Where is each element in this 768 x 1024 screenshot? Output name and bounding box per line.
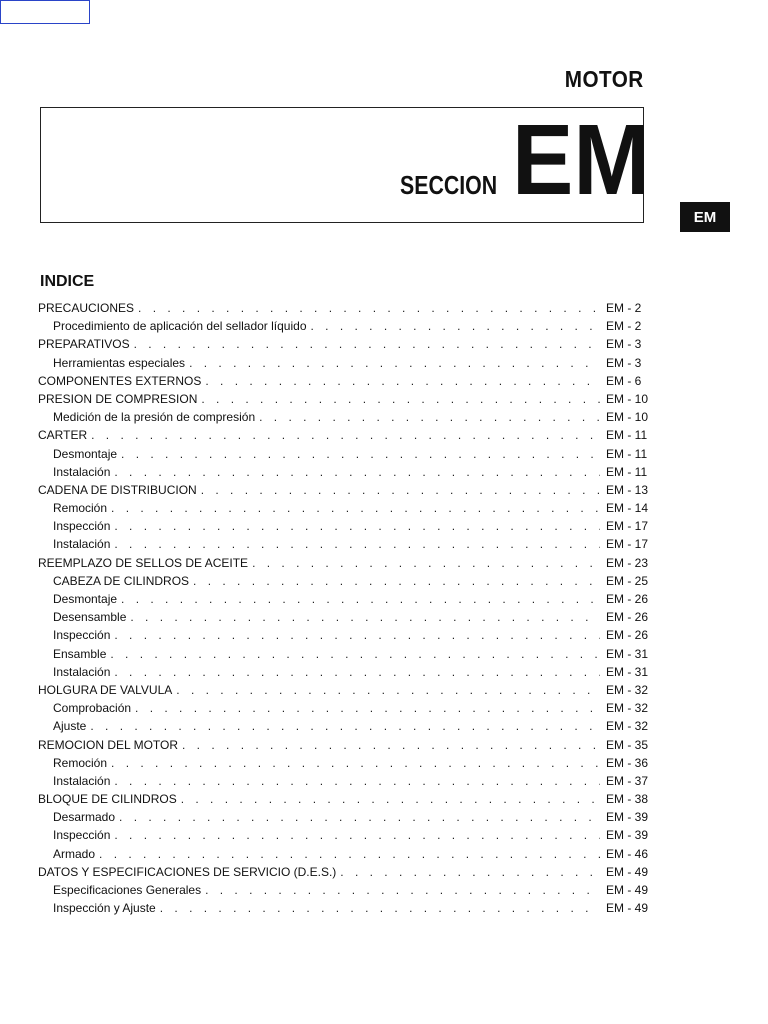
toc-entry-label: Especificaciones Generales — [53, 883, 202, 897]
toc-entry — [38, 774, 650, 792]
toc-entry — [38, 610, 650, 628]
toc-entry — [38, 392, 650, 410]
dot-leader — [114, 465, 600, 479]
toc-entry-page: EM - 11 — [606, 464, 648, 479]
dot-leader — [182, 738, 600, 752]
toc-entry — [38, 301, 650, 319]
toc-entry — [38, 701, 650, 719]
toc-entry-page: EM - 10 — [606, 391, 649, 406]
toc-entry-label: Ensamble — [53, 646, 107, 661]
toc-entry-label: Herramientas especiales — [53, 355, 186, 370]
toc-entry — [38, 828, 650, 846]
toc-entry-label: Instalación — [53, 464, 111, 479]
toc-entry — [38, 337, 650, 355]
toc-entry-label: COMPONENTES EXTERNOS — [38, 373, 202, 388]
chapter-title: MOTOR — [565, 66, 644, 92]
toc-entry-label: Desmontaje — [53, 446, 118, 461]
toc-entry-page: EM - 32 — [606, 701, 649, 716]
toc-entry — [38, 792, 650, 810]
toc-entry-label: DATOS Y ESPECIFICACIONES DE SERVICIO (D.E.S.) — [38, 864, 337, 879]
toc-entry — [38, 465, 650, 483]
toc-entry — [38, 647, 650, 665]
toc-entry-label: Remoción — [53, 755, 108, 770]
toc-entry-page: EM - 49 — [606, 883, 649, 897]
dot-leader — [119, 810, 600, 824]
toc-entry-label: Procedimiento de aplicación del sellador líquido — [53, 319, 307, 334]
toc-entry-page: EM - 26 — [606, 592, 649, 606]
toc-entry-page: EM - 37 — [606, 773, 649, 788]
dot-leader — [201, 483, 600, 497]
toc-entry — [38, 719, 650, 737]
dot-leader — [110, 647, 600, 661]
toc-entry-label: Comprobación — [53, 701, 132, 716]
toc-entry-page: EM - 2 — [606, 301, 642, 315]
toc-entry-page: EM - 25 — [606, 573, 649, 588]
toc-entry — [38, 428, 650, 446]
corner-frame — [0, 0, 90, 24]
toc-entry-page: EM - 32 — [606, 719, 649, 734]
dot-leader — [114, 774, 600, 788]
dot-leader — [205, 883, 600, 897]
toc-entry-label: PRESION DE COMPRESION — [38, 391, 198, 406]
dot-leader — [181, 792, 600, 806]
toc-entry-page: EM - 49 — [606, 864, 649, 879]
toc-entry-page: EM - 31 — [606, 646, 649, 661]
toc-entry — [38, 319, 650, 337]
toc-entry — [38, 556, 650, 574]
dot-leader — [311, 319, 601, 333]
dot-leader — [160, 901, 600, 915]
toc-entry-label: Desmontaje — [53, 592, 118, 606]
toc-entry-label: REMOCION DEL MOTOR — [38, 737, 179, 752]
toc-entry — [38, 447, 650, 465]
toc-entry-page: EM - 3 — [606, 355, 642, 370]
toc-entry-page: EM - 35 — [606, 737, 649, 752]
toc-entry — [38, 883, 650, 901]
dot-leader — [134, 337, 600, 351]
dot-leader — [114, 665, 600, 679]
toc-entry-label: Remoción — [53, 501, 108, 516]
toc-entry-page: EM - 10 — [606, 410, 649, 425]
toc-entry-page: EM - 3 — [606, 337, 642, 352]
dot-leader — [193, 574, 600, 588]
toc-entry — [38, 537, 650, 555]
dot-leader — [259, 410, 600, 424]
section-code: EM — [512, 104, 650, 216]
toc-entry — [38, 356, 650, 374]
toc-entry — [38, 756, 650, 774]
index-heading: INDICE — [40, 273, 95, 290]
dot-leader — [130, 610, 600, 624]
dot-leader — [111, 501, 600, 515]
toc-entry-page: EM - 11 — [606, 428, 648, 443]
toc-entry-page: EM - 17 — [606, 519, 649, 534]
toc-entry-page: EM - 39 — [606, 810, 649, 825]
dot-leader — [176, 683, 600, 697]
toc-entry-label: CARTER — [38, 428, 88, 443]
toc-entry-page: EM - 17 — [606, 537, 649, 552]
toc-entry — [38, 738, 650, 756]
toc-entry-page: EM - 23 — [606, 555, 649, 570]
toc-entry — [38, 810, 650, 828]
toc-entry — [38, 683, 650, 701]
toc-entry-label: REEMPLAZO DE SELLOS DE ACEITE — [38, 555, 249, 570]
toc-entry-page: EM - 26 — [606, 610, 649, 625]
toc-entry-page: EM - 14 — [606, 501, 649, 516]
toc-entry-label: Medición de la presión de compresión — [53, 410, 256, 425]
toc-entry-page: EM - 38 — [606, 792, 649, 807]
toc-entry-page: EM - 49 — [606, 901, 649, 916]
toc-entry-page: EM - 39 — [606, 828, 649, 843]
toc-entry-label: Instalación — [53, 537, 111, 552]
toc-entry-page: EM - 32 — [606, 682, 649, 697]
toc-entry-page: EM - 36 — [606, 755, 649, 770]
dot-leader — [91, 428, 600, 442]
toc-entry-label: PRECAUCIONES — [38, 301, 135, 315]
toc-entry — [38, 865, 650, 883]
dot-leader — [114, 628, 600, 642]
toc-entry — [38, 847, 650, 865]
toc-entry-page: EM - 2 — [606, 319, 642, 334]
dot-leader — [252, 556, 600, 570]
dot-leader — [135, 701, 600, 715]
toc-entry — [38, 501, 650, 519]
toc-entry-label: PREPARATIVOS — [38, 337, 130, 352]
toc-entry — [38, 628, 650, 646]
toc-entry — [38, 410, 650, 428]
toc-entry-label: Armado — [53, 846, 96, 861]
toc-entry-label: Inspección — [53, 519, 111, 534]
dot-leader — [205, 374, 600, 388]
dot-leader — [114, 537, 600, 551]
toc-entry-label: BLOQUE DE CILINDROS — [38, 792, 177, 807]
toc-entry — [38, 519, 650, 537]
toc-entry-label: CADENA DE DISTRIBUCION — [38, 482, 197, 497]
toc-entry — [38, 483, 650, 501]
dot-leader — [340, 865, 600, 879]
toc-entry-label: Inspección — [53, 828, 111, 843]
toc-entry — [38, 592, 650, 610]
dot-leader — [90, 719, 600, 733]
dot-leader — [114, 828, 600, 842]
dot-leader — [111, 756, 600, 770]
toc-entry-label: Inspección y Ajuste — [53, 901, 156, 916]
toc-entry-label: Desarmado — [53, 810, 116, 825]
toc-entry-label: Instalación — [53, 773, 111, 788]
toc-entry-label: HOLGURA DE VALVULA — [38, 682, 173, 697]
toc-entry-page: EM - 6 — [606, 373, 642, 388]
toc-entry-label: Desensamble — [53, 610, 127, 625]
toc-entry-label: CABEZA DE CILINDROS — [53, 573, 190, 588]
toc-entry-page: EM - 13 — [606, 482, 649, 497]
dot-leader — [99, 847, 600, 861]
toc-entry-page: EM - 11 — [606, 446, 648, 461]
toc-entry — [38, 665, 650, 683]
dot-leader — [121, 592, 600, 606]
dot-leader — [114, 519, 600, 533]
table-of-contents — [38, 301, 650, 919]
toc-entry — [38, 901, 650, 919]
toc-entry — [38, 574, 650, 592]
section-side-tab: EM — [680, 202, 730, 232]
section-word: SECCION — [400, 170, 498, 200]
toc-entry-page: EM - 46 — [606, 846, 649, 861]
toc-entry-page: EM - 31 — [606, 664, 649, 679]
dot-leader — [201, 392, 600, 406]
toc-entry-label: Inspección — [53, 628, 111, 643]
toc-entry — [38, 374, 650, 392]
dot-leader — [138, 301, 600, 315]
dot-leader — [189, 356, 600, 370]
dot-leader — [121, 447, 600, 461]
toc-entry-page: EM - 26 — [606, 628, 649, 643]
toc-entry-label: Instalación — [53, 664, 111, 679]
toc-entry-label: Ajuste — [53, 719, 87, 734]
